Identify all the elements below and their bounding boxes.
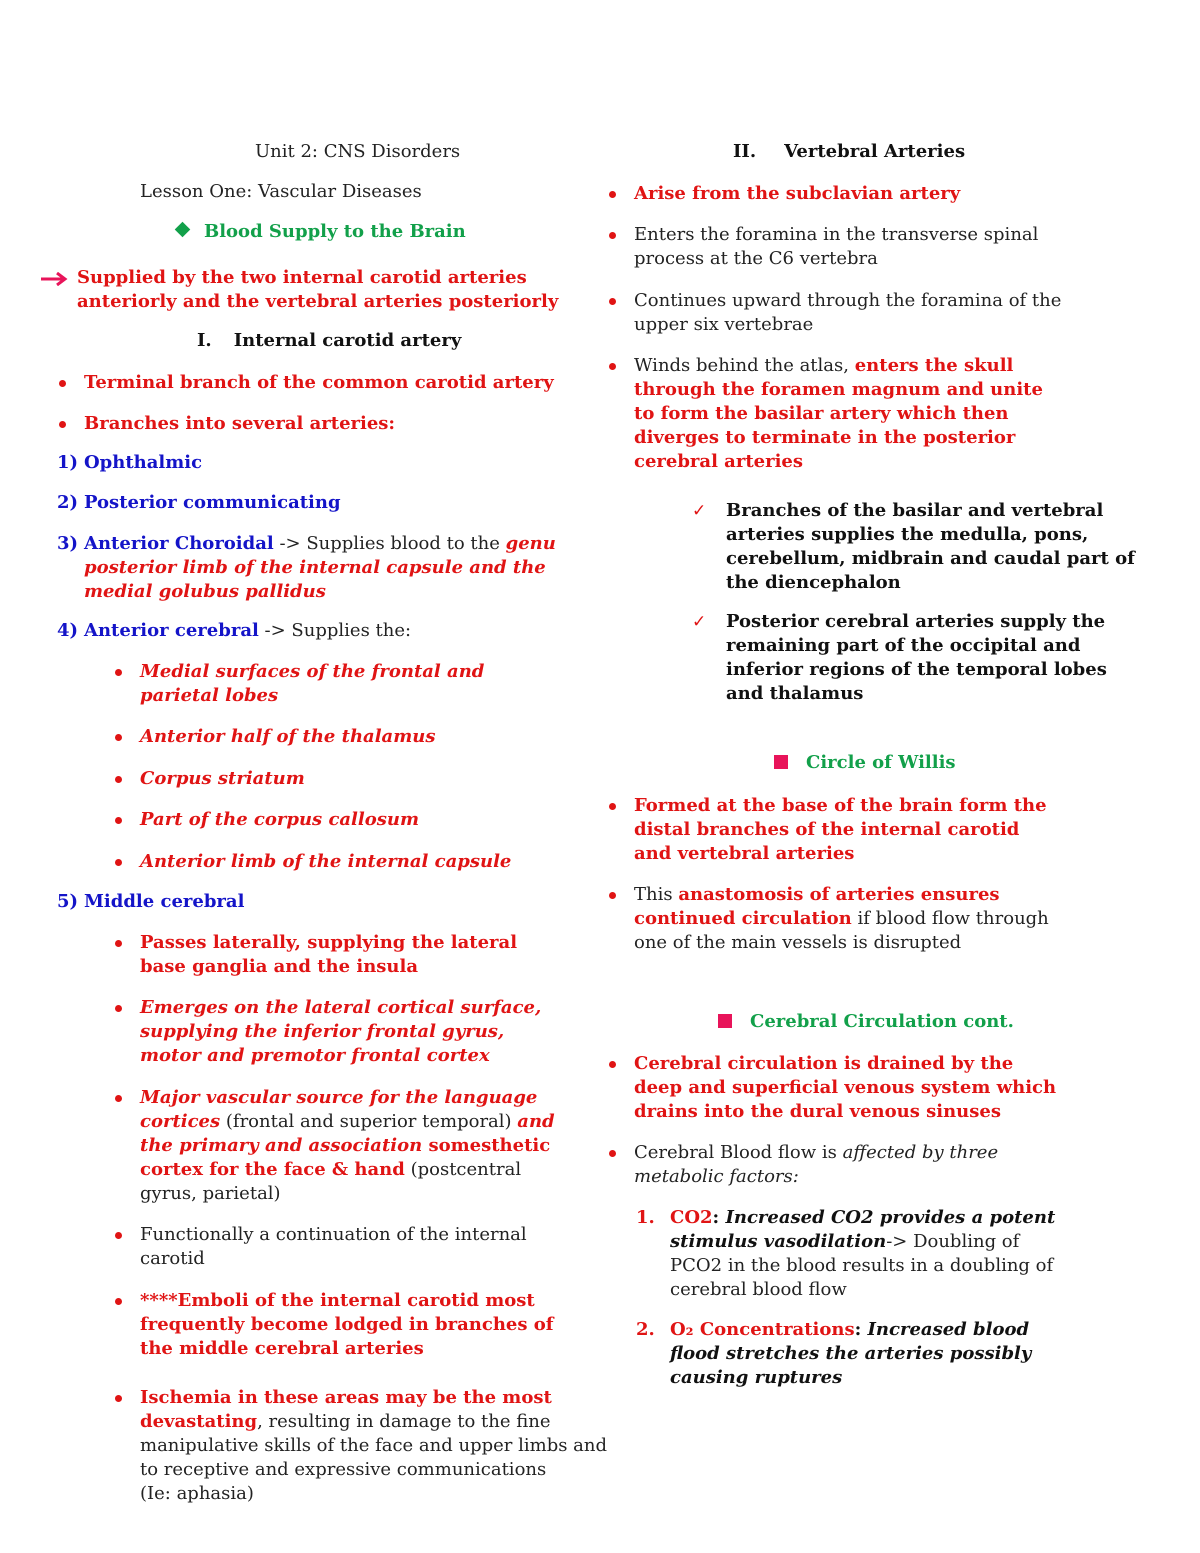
factor-2-line-1: O₂ Concentrations: Increased blood — [670, 1319, 1030, 1340]
arrow-right-icon — [40, 272, 72, 286]
cerebral-bullet-1-line-2: deep and superficial venous system which — [634, 1077, 1057, 1098]
mc-item-6-line-1: Ischemia in these areas may be the most — [140, 1387, 552, 1408]
ac-item-3: Corpus striatum — [140, 768, 305, 789]
factor-1-number: 1. — [636, 1207, 655, 1228]
factor-1-line-3: PCO2 in the blood results in a doubling of — [670, 1255, 1054, 1276]
mc-item-2-line-1: Emerges on the lateral cortical surface, — [140, 997, 542, 1018]
branch-3-line-1: Anterior Choroidal -> Supplies blood to the genu — [84, 533, 556, 554]
checkmark-icon: ✓ — [692, 612, 707, 632]
willis-heading: Circle of Willis — [774, 751, 956, 775]
vert-bullet-4-line-5: cerebral arteries — [634, 451, 804, 472]
section-heading: Blood Supply to the Brain — [177, 220, 466, 244]
factor-2-line-2: flood stretches the arteries possibly — [670, 1343, 1032, 1364]
square-icon — [718, 1014, 732, 1028]
mc-item-4-line-2: carotid — [140, 1248, 205, 1269]
check-2-line-3: inferior regions of the temporal lobes — [726, 659, 1107, 680]
mc-item-5-line-1: ****Emboli of the internal carotid most — [140, 1290, 535, 1311]
cerebral-bullet-2-line-2: metabolic factors: — [634, 1166, 799, 1187]
factor-1-line-1: CO2: Increased CO2 provides a potent — [670, 1207, 1056, 1228]
willis-bullet-2-line-1: This anastomosis of arteries ensures — [634, 884, 1000, 905]
mc-item-3-line-2: cortices (frontal and superior temporal) and — [140, 1111, 555, 1132]
bullet-icon — [115, 817, 122, 824]
ac-item-2: Anterior half of the thalamus — [140, 726, 436, 747]
bullet-icon — [115, 1232, 122, 1239]
diamond-icon — [175, 222, 191, 238]
lesson-title: Lesson One: Vascular Diseases — [140, 181, 422, 202]
bullet-icon — [115, 1095, 122, 1102]
mc-item-3-line-4: cortex for the face & hand (postcentral — [140, 1159, 522, 1180]
branch-4-line: Anterior cerebral -> Supplies the: — [84, 620, 412, 641]
ac-item-5: Anterior limb of the internal capsule — [140, 851, 512, 872]
mc-item-2-line-2: supplying the inferior frontal gyrus, — [140, 1021, 505, 1042]
check-2-line-1: Posterior cerebral arteries supply the — [726, 611, 1106, 632]
willis-bullet-2-line-2: continued circulation if blood flow through — [634, 908, 1049, 929]
factor-1-line-4: cerebral blood flow — [670, 1279, 847, 1300]
check-1-line-1: Branches of the basilar and vertebral — [726, 500, 1104, 521]
ac-item-1-line-1: Medial surfaces of the frontal and — [140, 661, 485, 682]
mc-item-2-line-3: motor and premotor frontal cortex — [140, 1045, 490, 1066]
cerebral-heading: Cerebral Circulation cont. — [718, 1010, 1014, 1034]
vert-bullet-4-line-3: to form the basilar artery which then — [634, 403, 1009, 424]
ac-item-4: Part of the corpus callosum — [140, 809, 420, 830]
bullet-icon — [115, 859, 122, 866]
vert-bullet-3-line-2: upper six vertebrae — [634, 314, 814, 335]
check-1-line-4: the diencephalon — [726, 572, 901, 593]
ica-bullet-2: Branches into several arteries: — [84, 413, 396, 434]
vert-bullet-2-line-2: process at the C6 vertebra — [634, 248, 878, 269]
vert-bullet-4-line-1: Winds behind the atlas, enters the skull — [634, 355, 1014, 376]
square-icon — [774, 755, 788, 769]
mc-item-4-line-1: Functionally a continuation of the internal — [140, 1224, 527, 1245]
bullet-icon — [115, 669, 122, 676]
bullet-icon — [115, 1395, 122, 1402]
bullet-icon — [115, 776, 122, 783]
mc-item-5-line-2: frequently become lodged in branches of — [140, 1314, 554, 1335]
bullet-icon — [609, 803, 616, 810]
vert-bullet-3-line-1: Continues upward through the foramina of the — [634, 290, 1062, 311]
bullet-icon — [115, 940, 122, 947]
bullet-icon — [609, 232, 616, 239]
bullet-icon — [115, 1005, 122, 1012]
branch-3-line-3: medial golubus pallidus — [84, 581, 326, 602]
bullet-icon — [609, 191, 616, 198]
bullet-icon — [59, 380, 66, 387]
check-2-line-4: and thalamus — [726, 683, 864, 704]
bullet-icon — [115, 734, 122, 741]
unit-title: Unit 2: CNS Disorders — [255, 141, 461, 162]
check-1-line-2: arteries supplies the medulla, pons, — [726, 524, 1089, 545]
mc-item-6-line-4: to receptive and expressive communications — [140, 1459, 547, 1480]
ac-item-1-line-2: parietal lobes — [140, 685, 279, 706]
mc-item-3-line-3: the primary and association somesthetic — [140, 1135, 551, 1156]
cerebral-bullet-2-line-1: Cerebral Blood flow is affected by three — [634, 1142, 999, 1163]
vert-bullet-2-line-1: Enters the foramina in the transverse spinal — [634, 224, 1039, 245]
cerebral-bullet-1-line-3: drains into the dural venous sinuses — [634, 1101, 1001, 1122]
factor-2-line-3: causing ruptures — [670, 1367, 843, 1388]
check-1-line-3: cerebellum, midbrain and caudal part of — [726, 548, 1135, 569]
branch-3-line-2: posterior limb of the internal capsule and the — [84, 557, 546, 578]
willis-bullet-2-line-3: one of the main vessels is disrupted — [634, 932, 962, 953]
bullet-icon — [609, 1150, 616, 1157]
mc-item-3-line-1: Major vascular source for the language — [140, 1087, 538, 1108]
ica-heading: I. Internal carotid artery — [197, 330, 462, 351]
branch-1-number: 1) — [57, 452, 79, 473]
bullet-icon — [609, 892, 616, 899]
check-2-line-2: remaining part of the occipital and — [726, 635, 1081, 656]
mc-item-3-line-5: gyrus, parietal) — [140, 1183, 281, 1204]
willis-bullet-1-line-2: distal branches of the internal carotid — [634, 819, 1020, 840]
branch-4-number: 4) — [57, 620, 79, 641]
mc-item-6-line-3: manipulative skills of the face and upper limbs and — [140, 1435, 608, 1456]
mc-item-1-line-1: Passes laterally, supplying the lateral — [140, 932, 518, 953]
mc-item-1-line-2: base ganglia and the insula — [140, 956, 418, 977]
checkmark-icon: ✓ — [692, 501, 707, 521]
branch-3-number: 3) — [57, 533, 79, 554]
factor-2-number: 2. — [636, 1319, 655, 1340]
bullet-icon — [609, 1061, 616, 1068]
bullet-icon — [115, 1298, 122, 1305]
branch-2-name: Posterior communicating — [84, 492, 341, 513]
bullet-icon — [609, 298, 616, 305]
willis-bullet-1-line-1: Formed at the base of the brain form the — [634, 795, 1047, 816]
mc-item-6-line-5: (Ie: aphasia) — [140, 1483, 254, 1504]
vert-bullet-4-line-4: diverges to terminate in the posterior — [634, 427, 1016, 448]
cerebral-bullet-1-line-1: Cerebral circulation is drained by the — [634, 1053, 1014, 1074]
branch-1-name: Ophthalmic — [84, 452, 203, 473]
bullet-icon — [59, 421, 66, 428]
bullet-icon — [609, 363, 616, 370]
supply-line-1: Supplied by the two internal carotid arteries — [77, 267, 527, 288]
vert-bullet-1: Arise from the subclavian artery — [634, 183, 961, 204]
factor-1-line-2: stimulus vasodilation-> Doubling of — [670, 1231, 1020, 1252]
supply-line-2: anteriorly and the vertebral arteries posteriorly — [77, 291, 559, 312]
mc-item-6-line-2: devastating, resulting in damage to the fine — [140, 1411, 551, 1432]
branch-2-number: 2) — [57, 492, 79, 513]
branch-5-number: 5) — [57, 891, 79, 912]
branch-5-name: Middle cerebral — [84, 891, 245, 912]
mc-item-5-line-3: the middle cerebral arteries — [140, 1338, 424, 1359]
willis-bullet-1-line-3: and vertebral arteries — [634, 843, 855, 864]
ica-bullet-1: Terminal branch of the common carotid artery — [84, 372, 554, 393]
vert-heading: II. Vertebral Arteries — [733, 141, 966, 162]
vert-bullet-4-line-2: through the foramen magnum and unite — [634, 379, 1043, 400]
